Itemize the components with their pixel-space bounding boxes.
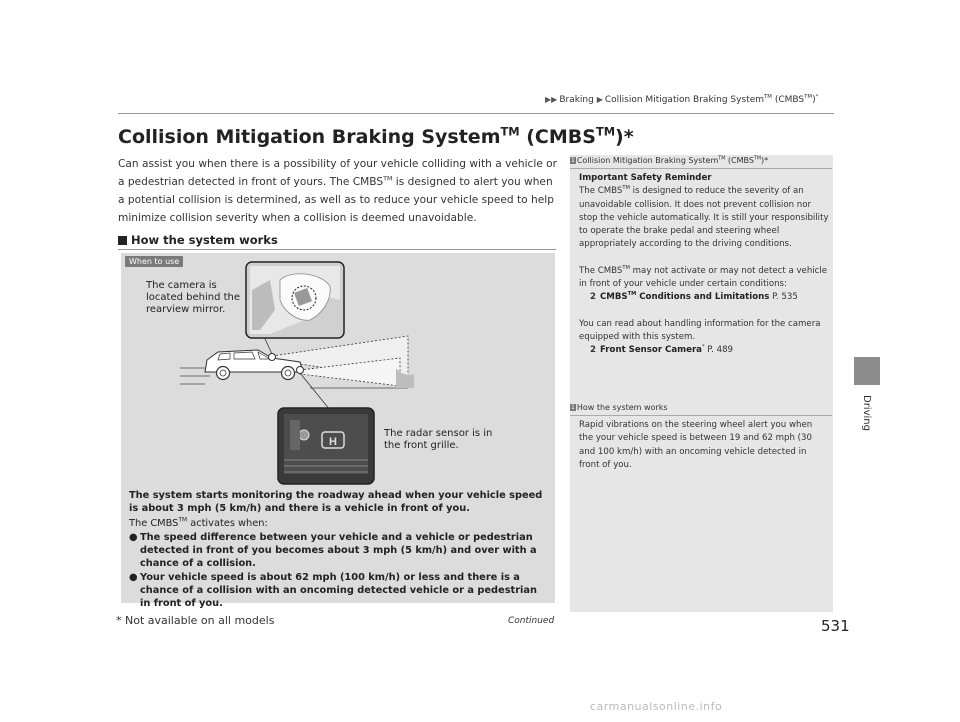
note-heading-how-it-works: 1 How the system works <box>571 403 668 412</box>
header-divider <box>118 113 834 114</box>
note-heading-cmbs: 1 Collision Mitigation Braking System™ (CMBS™)* <box>571 156 769 165</box>
radar-marker-icon <box>297 367 304 374</box>
page-number: 531 <box>821 617 850 635</box>
radar-caption: The radar sensor is in the front grille. <box>384 428 493 451</box>
list-item: ● Your vehicle speed is about 62 mph (100 km/h) or less and there is a chance of a collision with an oncoming detected vehicle or a pedestrian in front of you. <box>129 571 537 610</box>
reminder-title: Important Safety Reminder <box>579 173 712 183</box>
camera-inset-image <box>246 262 344 338</box>
activation-conditions-list <box>129 531 549 610</box>
xref-arrow-icon: 2 <box>590 292 596 303</box>
watermark: carmanualsonline.info <box>590 700 723 713</box>
breadcrumb-arrow-icon: ▶▶ <box>545 95 558 104</box>
camera-marker-icon <box>269 354 276 361</box>
chapter-tab-marker <box>854 357 880 385</box>
note-body-cmbs <box>579 172 829 358</box>
continued-label: Continued <box>508 616 555 626</box>
xref-arrow-icon: 2 <box>590 345 596 356</box>
breadcrumb-item-cmbs[interactable]: Collision Mitigation Braking System™ (CMBS™)* <box>604 94 819 105</box>
camera-caption: The camera is located behind the rearview mirror. <box>146 280 241 315</box>
breadcrumb-arrow-icon: ▶ <box>596 95 603 104</box>
section-divider <box>118 249 556 250</box>
monitoring-description: The system starts monitoring the roadway ahead when your vehicle speed is about 3 mph (5 km/h) and there is a vehicle in front of you. <box>129 490 543 514</box>
section-heading: How the system works <box>118 233 278 247</box>
note-divider <box>570 168 832 169</box>
breadcrumb-item-braking[interactable]: Braking <box>559 95 594 105</box>
chapter-tab-label: Driving <box>861 395 872 431</box>
page-title: Collision Mitigation Braking System™ (CMBS™)* <box>118 124 634 148</box>
when-to-use-badge: When to use <box>125 256 183 267</box>
note-body-how-it-works: Rapid vibrations on the steering wheel alert you when the your vehicle speed is between 19 and 62 mph (30 and 100 km/h) with an oncoming vehicle detected in front of you. <box>579 420 813 470</box>
breadcrumb <box>545 95 818 105</box>
section-square-icon <box>118 236 127 245</box>
list-item: ● The speed difference between your vehicle and a vehicle or pedestrian detected in front of you becomes about 3 mph (5 km/h) and over with a chance of a collision. <box>129 532 537 570</box>
note-divider <box>570 415 832 416</box>
limitations-paragraph: The CMBS™ may not activate or may not detect a vehicle in front of your vehicle under certain conditions: <box>579 264 828 290</box>
radar-inset-image <box>278 408 374 484</box>
camera-handling-paragraph: You can read about handling information for the camera equipped with this system. <box>579 318 821 342</box>
bullet-icon: ● <box>129 532 138 543</box>
xref-front-sensor-camera[interactable]: 2 Front Sensor Camera* P. 489 <box>579 344 829 357</box>
bullet-icon: ● <box>129 571 138 583</box>
footnote: * Not available on all models <box>116 614 275 627</box>
reminder-paragraph: The CMBS™ is designed to reduce the severity of an unavoidable collision. It does not prevent collision nor stop the vehicle automatically. It is still your responsibility to operate the brake pedal and steering wheel appropriately according to the driving conditions. <box>579 185 829 250</box>
intro-paragraph: Can assist you when there is a possibility of your vehicle colliding with a vehicle or a pedestrian detected in front of yours. The CMBS™ is designed to alert you when a potential collision is determined, as well as to reduce your vehicle speed to help minimize collision severity when a collision is deemed unavoidable. <box>118 158 558 224</box>
radar-leader-line <box>300 373 330 410</box>
activation-intro: The CMBS™ activates when: <box>129 517 268 529</box>
svg-text:H: H <box>329 436 337 448</box>
xref-conditions-limitations[interactable]: 2 CMBS™ Conditions and Limitations P. 535 <box>579 291 829 304</box>
